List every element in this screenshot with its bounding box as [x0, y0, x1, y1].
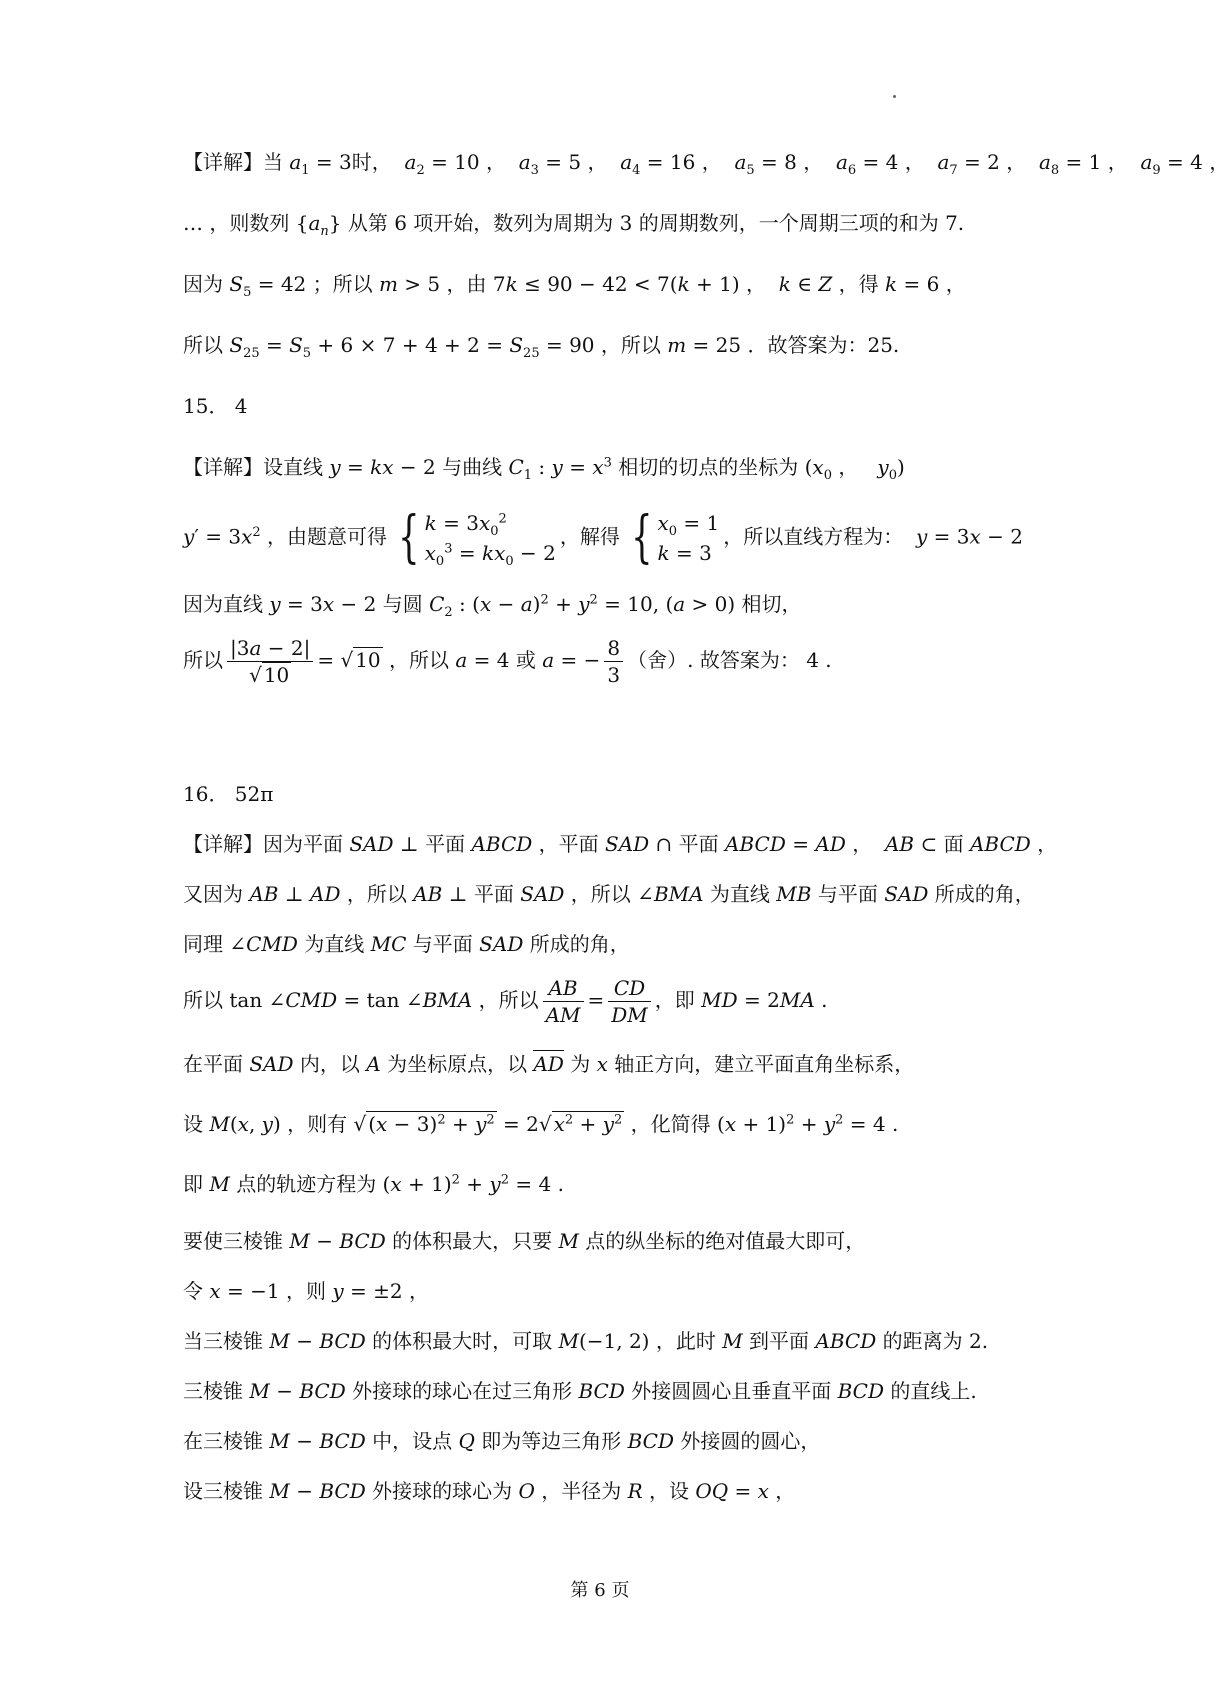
text-line-22: 在三棱锥 M − BCD 中，设点 Q 即为等边三角形 BCD 外接圆的圆心， — [183, 1429, 821, 1453]
text-line-1: 【详解】当 $a_1 = 3$时， $a_2 = 10$ ， $a_3 = 5$ ， $a_4 = 16$ ， $a_5 = 8$ ， $a_6 = 4$ ， $a_7 = 2$ ， $a_8 = 1$ ， $a_9 = 4$ ， — [183, 150, 1229, 178]
text-line-12: 又因为 AB ⊥ AD ，所以 AB ⊥ 平面 SAD ，所以 ∠BMA 为直线 MB 与平面 SAD 所成的角， — [183, 882, 1035, 906]
speck-dot — [893, 95, 896, 98]
text-line-21: 三棱锥 M − BCD 外接球的球心在过三角形 BCD 外接圆圆心且垂直平面 BCD 的直线上. — [183, 1379, 977, 1403]
text-line-14: 所以 tan ∠CMD = tan ∠BMA ，所以 $\frac{AB}{AM}$ = $\frac{CD}{DM}$ ，即 MD = 2MA . — [183, 976, 828, 1027]
text-line-15: 在平面 SAD 内，以 A 为坐标原点，以 AD 为 x 轴正方向，建立平面直角坐标系， — [183, 1052, 915, 1076]
text-line-8: 因为直线 y = 3x − 2 与圆 $C_2$ : $(x - a)^2 + y^2 = 10$, (a > 0) 相切， — [183, 592, 802, 620]
page-number: 第 6 页 — [570, 1580, 630, 1601]
text-line-19: 令 x = −1 ，则 y = ±2 ， — [183, 1279, 429, 1303]
text-line-13: 同理 ∠CMD 为直线 MC 与平面 SAD 所成的角， — [183, 932, 630, 956]
text-line-4: 所以 $S_{25} = S_5 + 6 \times 7 + 4 + 2 = S_{25} = 90$ ，所以 m = 25 ．故答案为：25. — [183, 333, 900, 361]
text-line-9: 所以 $\frac{|3a - 2|}{√ 10}$ = √ 10 ，所以 a = 4 或 a = − $\frac{8}{3}$ （舍）. 故答案为： 4 . — [183, 636, 832, 687]
answer-16: 16． 52π — [183, 782, 274, 806]
text-line-23: 设三棱锥 M − BCD 外接球的球心为 O ，半径为 R ，设 OQ = x ， — [183, 1479, 796, 1503]
text-line-2: … ，则数列 $\{a_n\}$ 从第 6 项开始，数列为周期为 3 的周期数列，一个周期三项的和为 7. — [183, 211, 965, 239]
text-line-17: 即 M 点的轨迹方程为 $(x + 1)^2 + y^2 = 4$ . — [183, 1172, 564, 1196]
text-line-3: 因为 $S_5 = 42$ ；所以 m > 5 ，由 7k ≤ 90 − 42 < 7(k + 1) ， k ∈ Z ，得 k = 6 ， — [183, 272, 966, 300]
text-line-16: 设 M(x, y) ，则有 √ $(x - 3)^2 + y^2 = 2√$ $x^2 + y^2$ ，化简得 $(x + 1)^2 + y^2 = 4$ . — [183, 1112, 899, 1136]
text-line-11: 【详解】因为平面 SAD ⊥ 平面 ABCD ，平面 SAD ∩ 平面 ABCD = AD ， AB ⊂ 面 ABCD ， — [183, 832, 1058, 856]
equation-system-1: { $k = 3x_0^2$ $x_0^3 = kx_0 - 2$ — [398, 505, 556, 570]
answer-15: 15． 4 — [183, 394, 248, 418]
equation-system-2: { $x_0 = 1$ k = 3 — [630, 505, 720, 570]
text-line-6: 【详解】设直线 y = kx − 2 与曲线 $C_1$ : $y = x^3$ 相切的切点的坐标为 ($x_0$ ， $y_0$) — [183, 455, 905, 483]
text-line-7: $y' = 3x^2$ ，由题意可得 { $k = 3x_0^2$ $x_0^3 = kx_0 - 2$ ，解得 { $x_0 = 1$ k = 3 ，所以直线方程为： y = 3x − 2 — [183, 505, 1023, 570]
text-line-18: 要使三棱锥 M − BCD 的体积最大，只要 M 点的纵坐标的绝对值最大即可， — [183, 1229, 866, 1253]
text-line-20: 当三棱锥 M − BCD 的体积最大时，可取 M(−1, 2) ，此时 M 到平面 ABCD 的距离为 2. — [183, 1329, 989, 1353]
